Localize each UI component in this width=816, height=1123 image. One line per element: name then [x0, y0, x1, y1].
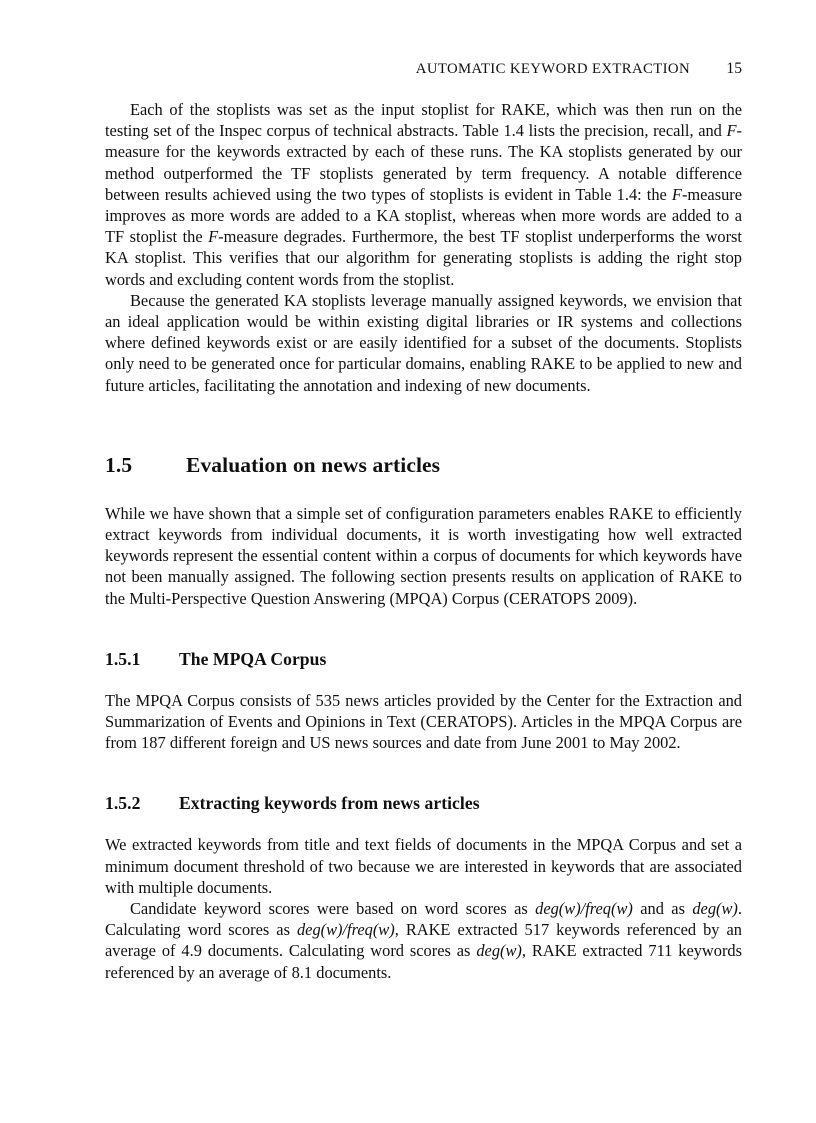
paragraph-1-part-b: -measure for the keywords extracted by each of these runs. The KA stoplists generated by our method outperformed the TF stoplists generated by term frequency. A notable difference between results achieved using the two types of stoplists is evident in Table 1.4: the: [105, 121, 742, 204]
paragraph-6-part-b: and as: [640, 899, 685, 919]
spacer-before-subsection-1-5-2: [105, 753, 742, 792]
math-f-2: F: [671, 184, 682, 204]
paragraph-2: Because the generated KA stoplists leverage manually assigned keywords, we envision that an ideal application would be within existing digital libraries or IR systems and collections where defined keywords exist or are easily identified for a subset of the documents. Stoplists only need to be generated once for particular domains, enabling RAKE to be applied to new and future articles, facilitating the annotation and indexing of new documents.: [105, 290, 742, 395]
paragraph-1: [105, 99, 742, 290]
paragraph-1-part-a: Each of the stoplists was set as the input stoplist for RAKE, which was then run on the testing set of the Inspec corpus of technical abstracts. Table 1.4 lists the precision, recall, and: [105, 100, 742, 141]
math-f-3: F: [208, 227, 219, 247]
spacer-before-subsection-1-5-1: [105, 609, 742, 648]
running-head-title: AUTOMATIC KEYWORD EXTRACTION: [415, 61, 690, 77]
spacer-after-subsection-1-5-2: [105, 814, 742, 834]
subsection-number-1-5-2: 1.5.2: [105, 793, 141, 814]
math-deg-w-2: deg(w): [476, 941, 522, 961]
paragraph-4: The MPQA Corpus consists of 535 news articles provided by the Center for the Extraction and Summarization of Events and Opinions in Text (CERATOPS). Articles in the MPQA Corpus are from 187 different foreign and US news sources and date from June 2001 to May 2002.: [105, 690, 742, 753]
paragraph-6-part-a: Candidate keyword scores were based on word scores as: [130, 899, 528, 919]
math-deg-over-freq-2: deg(w)/freq(w): [296, 920, 395, 940]
spacer-after-subsection-1-5-1: [105, 670, 742, 690]
subsection-title-1-5-2: Extracting keywords from news articles: [179, 793, 480, 814]
paragraph-1-part-c: -measure improves as more words are added to a KA stoplist, whereas when more words are added to a TF stoplist the: [105, 184, 743, 247]
paragraph-6: [105, 898, 742, 983]
section-heading-1-5: [105, 452, 742, 478]
paragraph-1-part-d: -measure degrades. Furthermore, the best TF stoplist underperforms the worst KA stoplist. This verifies that our algorithm for generating stoplists is adding the right stop words and excluding content words from the stoplist.: [105, 227, 742, 289]
spacer-before-section-1-5: [105, 396, 742, 452]
paragraph-5: We extracted keywords from title and text fields of documents in the MPQA Corpus and set a minimum document threshold of two because we are interested in keywords that are associated with multiple documents.: [105, 835, 742, 897]
math-f-1: F: [726, 121, 737, 141]
paragraph-3: While we have shown that a simple set of configuration parameters enables RAKE to efficiently extract keywords from individual documents, it is worth investigating how well extracted keywords represent the essential content within a corpus of documents for which keywords have not been manually assigned. The following section presents results on application of RAKE to the Multi-Perspective Question Answering (MPQA) Corpus (CERATOPS 2009).: [105, 503, 742, 608]
math-deg-over-freq-1: deg(w)/freq(w): [535, 899, 633, 919]
subsection-number-1-5-1: 1.5.1: [105, 648, 141, 669]
subsection-heading-1-5-1: [105, 648, 742, 670]
paragraph-6-part-d: , RAKE extracted 517 keywords referenced by an average of 4.9 documents. Calculating word scores as: [105, 920, 742, 961]
spacer-after-section-1-5: [105, 478, 742, 503]
section-title-1-5: Evaluation on news articles: [186, 452, 441, 477]
page-content: [105, 60, 742, 983]
page-number: 15: [726, 60, 742, 77]
paragraph-6-part-e: , RAKE extracted 711 keywords referenced by an average of 8.1 documents.: [105, 941, 742, 982]
paragraph-6-part-c: . Calculating word scores as: [105, 899, 742, 940]
subsection-heading-1-5-2: [105, 792, 742, 814]
running-head: [105, 60, 742, 82]
section-number-1-5: 1.5: [105, 452, 133, 477]
math-deg-w-1: deg(w): [692, 899, 738, 919]
subsection-title-1-5-1: The MPQA Corpus: [179, 648, 327, 669]
